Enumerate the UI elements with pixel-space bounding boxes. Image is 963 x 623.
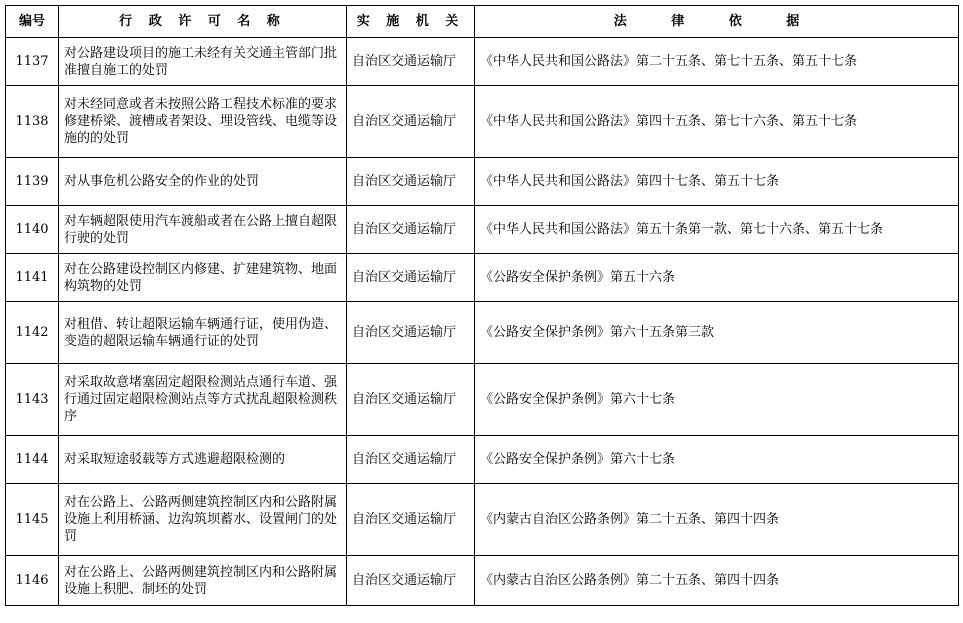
table-row: [6, 302, 959, 364]
row-agency: 自治区交通运输厅: [347, 302, 475, 364]
table-row: [6, 38, 959, 86]
header-agency: 实 施 机 关: [347, 6, 475, 38]
table-row: [6, 86, 959, 158]
row-agency: 自治区交通运输厅: [347, 364, 475, 436]
header-legal-basis: 法 律 依 据: [475, 6, 959, 38]
row-legal-basis: 《中华人民共和国公路法》第四十七条、第五十七条: [475, 158, 959, 206]
row-number: 1142: [6, 302, 59, 364]
table-row: [6, 556, 959, 606]
table-row: [6, 206, 959, 254]
row-agency: 自治区交通运输厅: [347, 254, 475, 302]
row-legal-basis: 《公路安全保护条例》第六十七条: [475, 364, 959, 436]
row-agency: 自治区交通运输厅: [347, 556, 475, 606]
table-row: [6, 254, 959, 302]
row-permit-name: 对在公路上、公路两侧建筑控制区内和公路附属设施上积肥、制坯的处罚: [59, 556, 347, 606]
row-legal-basis: 《中华人民共和国公路法》第二十五条、第七十五条、第五十七条: [475, 38, 959, 86]
row-number: 1140: [6, 206, 59, 254]
table-row: [6, 484, 959, 556]
row-permit-name: 对车辆超限使用汽车渡船或者在公路上擅自超限行驶的处罚: [59, 206, 347, 254]
row-legal-basis: 《中华人民共和国公路法》第四十五条、第七十六条、第五十七条: [475, 86, 959, 158]
table-row: [6, 436, 959, 484]
row-legal-basis: 《内蒙古自治区公路条例》第二十五条、第四十四条: [475, 556, 959, 606]
row-agency: 自治区交通运输厅: [347, 38, 475, 86]
table-row: [6, 158, 959, 206]
row-agency: 自治区交通运输厅: [347, 206, 475, 254]
row-permit-name: 对采取故意堵塞固定超限检测站点通行车道、强行通过固定超限检测站点等方式扰乱超限检测秩序: [59, 364, 347, 436]
row-agency: 自治区交通运输厅: [347, 158, 475, 206]
row-number: 1138: [6, 86, 59, 158]
row-legal-basis: 《公路安全保护条例》第五十六条: [475, 254, 959, 302]
header-number: 编号: [6, 6, 59, 38]
row-permit-name: 对采取短途驳载等方式逃避超限检测的: [59, 436, 347, 484]
row-legal-basis: 《中华人民共和国公路法》第五十条第一款、第七十六条、第五十七条: [475, 206, 959, 254]
row-number: 1146: [6, 556, 59, 606]
row-agency: 自治区交通运输厅: [347, 484, 475, 556]
table-row: [6, 364, 959, 436]
row-legal-basis: 《公路安全保护条例》第六十七条: [475, 436, 959, 484]
row-number: 1144: [6, 436, 59, 484]
row-permit-name: 对未经同意或者未按照公路工程技术标准的要求修建桥梁、渡槽或者架设、埋设管线、电缆等设施的的处罚: [59, 86, 347, 158]
row-permit-name: 对公路建设项目的施工未经有关交通主管部门批准擅自施工的处罚: [59, 38, 347, 86]
row-permit-name: 对从事危机公路安全的作业的处罚: [59, 158, 347, 206]
row-number: 1141: [6, 254, 59, 302]
row-legal-basis: 《内蒙古自治区公路条例》第二十五条、第四十四条: [475, 484, 959, 556]
row-number: 1145: [6, 484, 59, 556]
row-legal-basis: 《公路安全保护条例》第六十五条第三款: [475, 302, 959, 364]
header-permit-name: 行 政 许 可 名 称: [59, 6, 347, 38]
row-number: 1137: [6, 38, 59, 86]
row-number: 1143: [6, 364, 59, 436]
header-row: [6, 6, 959, 38]
row-number: 1139: [6, 158, 59, 206]
row-permit-name: 对在公路建设控制区内修建、扩建建筑物、地面构筑物的处罚: [59, 254, 347, 302]
regulation-table: [5, 5, 959, 606]
row-agency: 自治区交通运输厅: [347, 436, 475, 484]
row-permit-name: 对租借、转让超限运输车辆通行证，使用伪造、变造的超限运输车辆通行证的处罚: [59, 302, 347, 364]
row-agency: 自治区交通运输厅: [347, 86, 475, 158]
row-permit-name: 对在公路上、公路两侧建筑控制区内和公路附属设施上利用桥涵、边沟筑坝蓄水、设置闸门的处罚: [59, 484, 347, 556]
